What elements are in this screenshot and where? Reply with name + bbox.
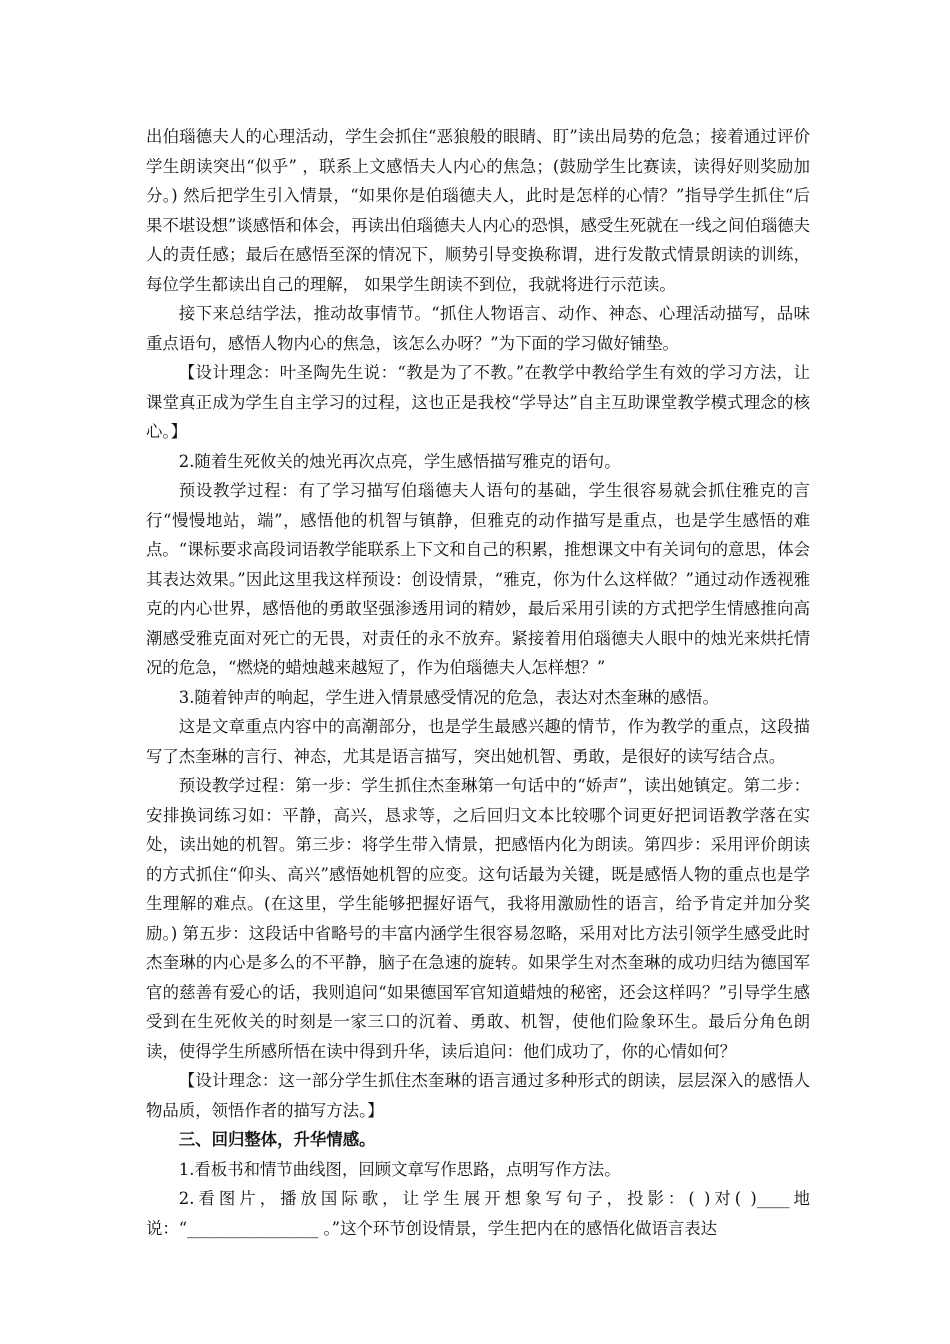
paragraph-reading-guidance-continued: 出伯瑙德夫人的心理活动，学生会抓住“恶狼般的眼睛、盯”读出局势的危急；接着通过评价学生朗读突出“似乎” ，联系上文感悟夫人内心的焦急；(鼓励学生比赛读，读得好则奖励加分。) 然后把学生引入情景，“如果你是伯瑙德夫人，此时是怎样的心情？”指导学生抓住“后果不堪设想”谈感悟和体会，再读出伯瑙德夫人内心的恐惧，感受生死就在一线之间伯瑙德夫人的责任感；最后在感悟至深的情况下，顺势引导变换称谓，进行发散式情景朗读的训练，每位学生都读出自己的理解， 如果学生朗读不到位，我就将进行示范读。 [146, 127, 811, 294]
paragraph-step-3-heading: 3.随着钟声的响起，学生进入情景感受情况的危急，表达对杰奎琳的感悟。 [178, 687, 719, 707]
paragraph-summarize-method: 接下来总结学法，推动故事情节。“抓住人物语言、动作、神态、心理活动描写，品味重点语句，感悟人物内心的焦急，该怎么办呀？”为下面的学习做好铺垫。 [146, 304, 810, 353]
paragraph-design-concept-1: 【设计理念：叶圣陶先生说：“教是为了不教。”在教学中教给学生有效的学习方法，让课堂真正成为学生自主学习的过程，这也正是我校“学导达”自主互助课堂教学模式理念的核心。】 [146, 363, 810, 441]
section-heading-3: 三、回归整体，升华情感。 [178, 1130, 376, 1149]
paragraph-writing-exercise: 2.看图片，播放国际歌，让学生展开想象写句子，投影：( )对( )____地说：“________________ 。”这个环节创设情景，学生把内在的感悟化做语言表达 [146, 1189, 810, 1238]
paragraph-design-concept-2: 【设计理念：这一部分学生抓住杰奎琳的语言通过多种形式的朗读，层层深入的感悟人物品质，领悟作者的描写方法。】 [146, 1071, 810, 1120]
document-body [146, 122, 810, 1243]
paragraph-step-2-process: 预设教学过程：有了学习描写伯瑙德夫人语句的基础，学生很容易就会抓住雅克的言行“慢慢地站，端”，感悟他的机智与镇静，但雅克的动作描写是重点，也是学生感悟的难点。“课标要求高段词语教学能联系上下文和自己的积累，推想课文中有关词句的意思，体会其表达效果。”因此这里我这样预设：创设情景，“雅克，你为什么这样做？”通过动作透视雅克的内心世界，感悟他的勇敢坚强渗透用词的精妙，最后采用引读的方式把学生情感推向高潮感受雅克面对死亡的无畏，对责任的永不放弃。紧接着用伯瑙德夫人眼中的烛光来烘托情况的危急，“燃烧的蜡烛越来越短了，作为伯瑙德夫人怎样想？” [146, 481, 811, 677]
paragraph-step-3-process: 预设教学过程：第一步：学生抓住杰奎琳第一句话中的“娇声”，读出她镇定。第二步：安排换词练习如：平静，高兴，恳求等，之后回归文本比较哪个词更好把词语教学落在实处，读出她的机智。第三步：将学生带入情景，把感悟内化为朗读。第四步：采用评价朗读的方式抓住“仰头、高兴”感悟她机智的应变。这句话最为关键，既是感悟人物的重点也是学生理解的难点。(在这里，学生能够把握好语气，我将用激励性的语言，给予肯定并加分奖励。) 第五步：这段话中省略号的丰富内涵学生很容易忽略，采用对比方法引领学生感受此时杰奎琳的内心是多么的不平静，脑子在急速的旋转。如果学生对杰奎琳的成功归结为德国军官的慈善有爱心的话，我则追问“如果德国军官知道蜡烛的秘密，还会这样吗？”引导学生感受到在生死攸关的时刻是一家三口的沉着、勇敢、机智，使他们险象环生。最后分角色朗读，使得学生所感所悟在读中得到升华，读后追问：他们成功了，你的心情如何？ [146, 776, 810, 1061]
paragraph-step-3-focus: 这是文章重点内容中的高潮部分，也是学生最感兴趣的情节，作为教学的重点，这段描写了杰奎琳的言行、神态，尤其是语言描写，突出她机智、勇敢，是很好的读写结合点。 [146, 717, 810, 766]
paragraph-review-board: 1.看板书和情节曲线图，回顾文章写作思路，点明写作方法。 [178, 1159, 621, 1179]
paragraph-step-2-heading: 2.随着生死攸关的烛光再次点亮，学生感悟描写雅克的语句。 [178, 451, 621, 471]
